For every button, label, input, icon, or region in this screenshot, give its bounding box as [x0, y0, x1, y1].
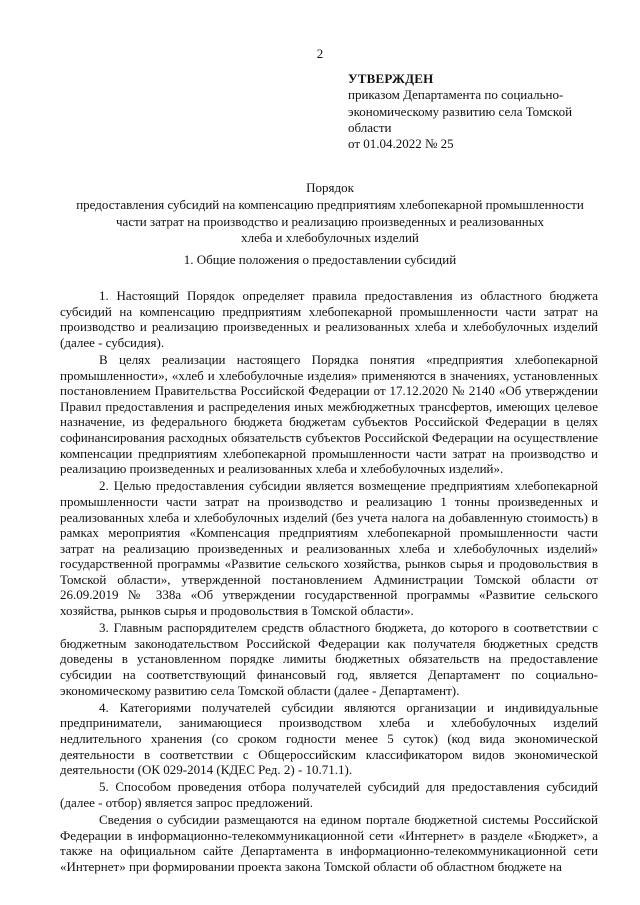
document-title: Порядок — [306, 180, 354, 195]
document-subtitle-line: хлеба и хлебобулочных изделий — [241, 229, 419, 245]
approval-line: области — [348, 119, 392, 135]
approval-block — [348, 71, 608, 152]
document-title-block — [60, 180, 600, 246]
document-body — [60, 288, 598, 876]
paragraph-1: 1. Настоящий Порядок определяет правила предоставления из областного бюджета субсидий на компенсацию предприятиям хлебопекарной промышленности части затрат на производство и реализацию произведенных и реализованных хлеба и хлебобулочных изделий (далее - субсидия). — [60, 288, 598, 350]
paragraph-5-info: Сведения о субсидии размещаются на едином портале бюджетной системы Российской Федерации в информационно-телекоммуникационной сети «Интернет» в разделе «Бюджет», а также на официальном сайте Департамента в информационно-телекоммуникационной сети «Интернет» при формировании проекта закона Томской области об областном бюджете на — [60, 812, 598, 874]
paragraph-5: 5. Способом проведения отбора получателей субсидий для предоставления субсидий (далее - отбор) является запрос предложений. — [60, 779, 598, 810]
paragraph-2: 2. Целью предоставления субсидии является возмещение предприятиям хлебопекарной промышленности части затрат на производство и реализацию 1 тонны произведенных и реализованных хлеба и хлебобулочных изделий (без учета налога на добавленную стоимость) в рамках мероприятия «Компенсация предприятиям хлебопекарной промышленности части затрат на реализацию произведенных и реализованных хлеба и хлебобулочных изделий» государственной программы «Развитие сельского хозяйства, рынков сырья и продовольствия в Томской области», утвержденной постановлением Администрации Томской области от 26.09.2019 № 338а «Об утверждении государственной программы «Развитие сельского хозяйства, рынков сырья и продовольствия в Томской области». — [60, 478, 598, 619]
approval-title: УТВЕРЖДЕН — [348, 71, 434, 86]
approval-line: приказом Департамента по социально- — [348, 87, 564, 103]
document-subtitle-line: части затрат на производство и реализацию произведенных и реализованных — [116, 213, 544, 229]
section-heading: 1. Общие положения о предоставлении субсидий — [183, 252, 457, 267]
document-subtitle-line: предоставления субсидий на компенсацию предприятиям хлебопекарной промышленности — [76, 197, 584, 213]
approval-line: экономическому развитию села Томской — [348, 103, 573, 119]
page-number: 2 — [316, 46, 324, 61]
paragraph-4: 4. Категориями получателей субсидии являются организации и индивидуальные предприниматели, занимающиеся производством хлеба и хлебобулочных изделий недлительного хранения (со сроком годности менее 5 суток) (код вида экономической деятельности в соответствии с Общероссийским классификатором видов экономической деятельности (ОК 029-2014 (КДЕС Ред. 2) - 10.71.1). — [60, 699, 598, 778]
paragraph-3: 3. Главным распорядителем средств областного бюджета, до которого в соответствии с бюджетным законодательством Российской Федерации как получателя бюджетных средств доведены в установленном порядке лимиты бюджетных обязательств на предоставление субсидии на соответствующий финансовый год, является Департамент по социально-экономическому развитию села Томской области (далее - Департамент). — [60, 620, 598, 698]
paragraph-1-definitions: В целях реализации настоящего Порядка понятия «предприятия хлебопекарной промышленности», «хлеб и хлебобулочные изделия» применяются в значениях, установленных постановлением Правительства Российской Федерации от 17.12.2020 № 2140 «Об утверждении Правил предоставления и распределения иных межбюджетных трансфертов, имеющих целевое назначение, из федерального бюджета бюджетам субъектов Российской Федерации в целях софинансирования расходных обязательств субъектов Российской Федерации на осуществление компенсации предприятиям хлебопекарной промышленности части затрат на производство и реализацию произведенных и реализованных хлеба и хлебобулочных изделий». — [60, 351, 598, 477]
approval-date-line: от 01.04.2022 № 25 — [348, 136, 454, 152]
